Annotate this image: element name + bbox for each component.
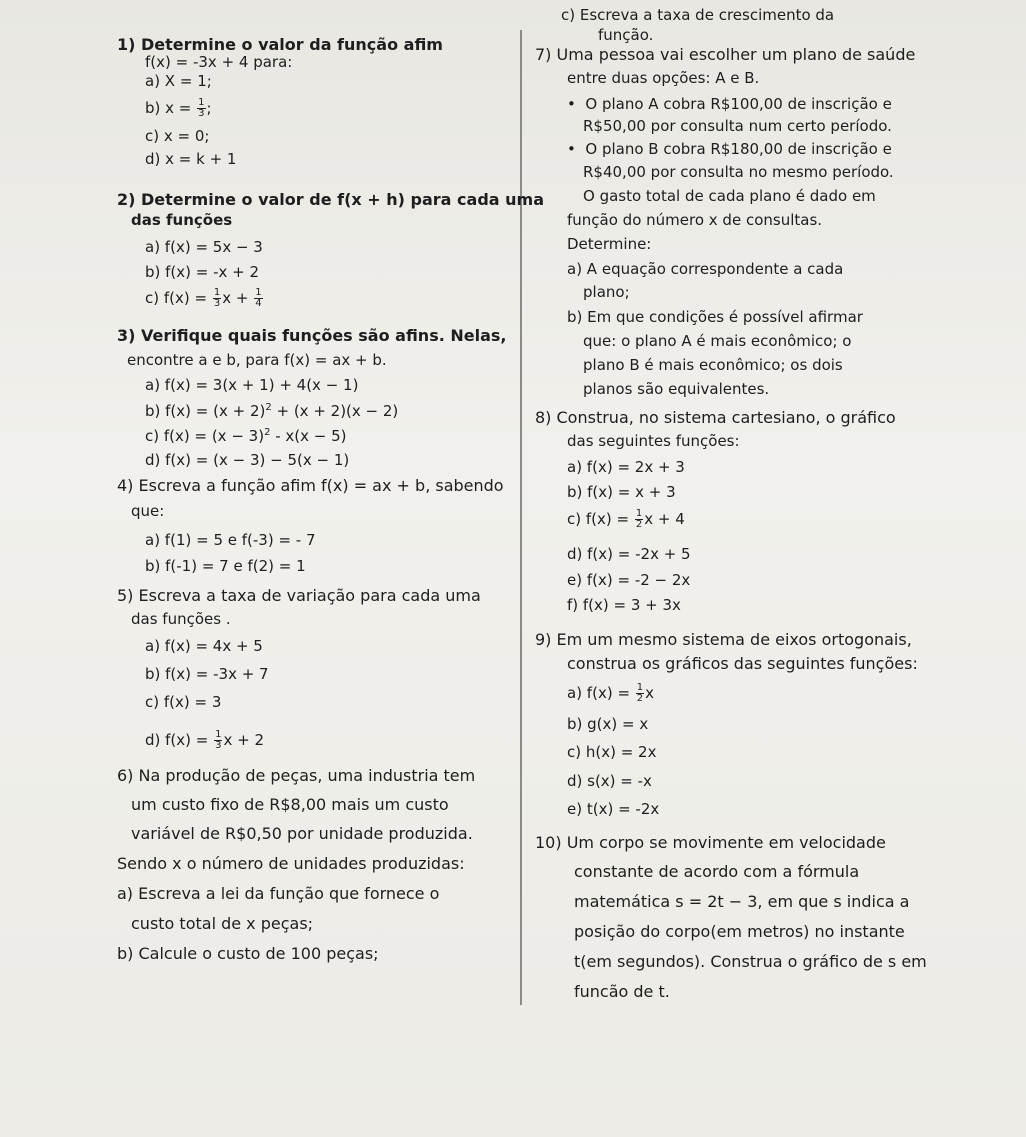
q2-item-a: a) f(x) = 5x − 3 (145, 238, 263, 256)
q4-title: 4) Escreva a função afim f(x) = ax + b, sabendo (117, 476, 504, 495)
q7-para-2: função do número x de consultas. (567, 211, 823, 229)
q7-item-b-2: que: o plano A é mais econômico; o (583, 332, 852, 350)
q7-title: 7) Uma pessoa vai escolher um plano de saúde (535, 45, 916, 64)
q1-item-c: c) x = 0; (145, 127, 210, 145)
q1-item-a: a) X = 1; (145, 72, 212, 90)
q1-function: f(x) = -3x + 4 para: (145, 53, 293, 71)
q9-item-a: a) f(x) = $\frac{1}{2}$ x (567, 682, 655, 704)
q7-item-a-1: a) A equação correspondente a cada (567, 260, 844, 278)
q3-title-2: encontre a e b, para f(x) = ax + b. (127, 351, 387, 369)
q5-item-b: b) f(x) = -3x + 7 (145, 665, 269, 683)
q7-bullet-1b: R$50,00 por consulta num certo período. (583, 117, 892, 135)
q6-item-b: b) Calcule o custo de 100 peças; (117, 944, 379, 963)
q5-item-d: d) f(x) = $\frac{1}{3}$ x + 2 (145, 729, 265, 751)
q6-line-2: um custo fixo de R$8,00 mais um custo (131, 795, 449, 814)
q5-item-a: a) f(x) = 4x + 5 (145, 637, 263, 655)
q6-item-a-1: a) Escreva a lei da função que fornece o (117, 884, 440, 903)
q3-item-a: a) f(x) = 3(x + 1) + 4(x − 1) (145, 376, 359, 394)
q8-item-e: e) f(x) = -2 − 2x (567, 571, 691, 589)
q8-item-c: c) f(x) = $\frac{1}{2}$ x + 4 (567, 508, 685, 530)
q9-title-2: construa os gráficos das seguintes funções: (567, 654, 918, 673)
q5-title: 5) Escreva a taxa de variação para cada uma (117, 586, 481, 605)
q6-line-4: Sendo x o número de unidades produzidas: (117, 854, 465, 873)
q7-item-a-2: plano; (583, 283, 630, 301)
q9-item-c: c) h(x) = 2x (567, 743, 657, 761)
q5-item-c: c) f(x) = 3 (145, 693, 222, 711)
q7-bullet-2b: R$40,00 por consulta no mesmo período. (583, 163, 894, 181)
q7-item-b-1: b) Em que condições é possível afirmar (567, 308, 863, 326)
q3-item-b: b) $f(x) = (x + 2)^2 + (x + 2)(x - 2)$ (145, 402, 399, 420)
q9-item-e: e) t(x) = -2x (567, 800, 660, 818)
q10-line-2: constante de acordo com a fórmula (574, 862, 860, 881)
q7-bullet-1a: • O plano A cobra R$100,00 de inscrição e (567, 95, 892, 113)
q7-para-1: O gasto total de cada plano é dado em (583, 187, 876, 205)
q3-item-c: c) $f(x) = (x - 3)^2 - x(x - 5)$ (145, 427, 347, 445)
q10-line-5: t(em segundos). Construa o gráfico de s em (574, 952, 927, 971)
q7-bullet-2a: • O plano B cobra R$180,00 de inscrição e (567, 140, 892, 158)
q8-title: 8) Construa, no sistema cartesiano, o gráfico (535, 408, 896, 427)
q7-determine: Determine: (567, 235, 652, 253)
q5-title-2: das funções . (131, 610, 231, 628)
q2-item-b: b) f(x) = -x + 2 (145, 263, 260, 281)
q8-item-b: b) f(x) = x + 3 (567, 483, 676, 501)
q4-item-a: a) f(1) = 5 e f(-3) = - 7 (145, 531, 316, 549)
q9-item-d: d) s(x) = -x (567, 772, 652, 790)
q6-item-a-2: custo total de x peças; (131, 914, 314, 933)
q8-title-2: das seguintes funções: (567, 432, 740, 450)
q2-title: 2) Determine o valor de f(x + h) para cada uma (117, 190, 544, 209)
q2-item-c: c) f(x) = $\frac{1}{3}$ x + $\frac{1}{4}$ (145, 287, 262, 309)
q10-line-6: funcão de t. (574, 982, 670, 1001)
q1-title: 1) Determine o valor da função afim (117, 35, 443, 54)
q7-title-2: entre duas opções: A e B. (567, 69, 760, 87)
q9-item-b: b) g(x) = x (567, 715, 649, 733)
q2-title-2: das funções (131, 211, 233, 229)
q6-title: 6) Na produção de peças, uma industria tem (117, 766, 476, 785)
q1-item-d: d) x = k + 1 (145, 150, 237, 168)
q1-item-b: b) x = $\frac{1}{3}$ ; (145, 97, 212, 119)
q5c-line-1: c) Escreva a taxa de crescimento da (561, 6, 835, 24)
q10-line-3: matemática s = 2t − 3, em que s indica a (574, 892, 910, 911)
q6-line-3: variável de R$0,50 por unidade produzida. (131, 824, 473, 843)
q10-line-1: 10) Um corpo se movimente em velocidade (535, 833, 886, 852)
q7-item-b-3: plano B é mais econômico; os dois (583, 356, 843, 374)
q5c-line-2: função. (598, 26, 654, 44)
q3-item-d: d) f(x) = (x − 3) − 5(x − 1) (145, 451, 350, 469)
q4-item-b: b) f(-1) = 7 e f(2) = 1 (145, 557, 306, 575)
q8-item-a: a) f(x) = 2x + 3 (567, 458, 685, 476)
q3-title: 3) Verifique quais funções são afins. Nelas, (117, 326, 507, 345)
q7-item-b-4: planos são equivalentes. (583, 380, 770, 398)
q10-line-4: posição do corpo(em metros) no instante (574, 922, 905, 941)
q8-item-f: f) f(x) = 3 + 3x (567, 596, 681, 614)
q8-item-d: d) f(x) = -2x + 5 (567, 545, 691, 563)
q4-title-2: que: (131, 502, 165, 520)
q9-title: 9) Em um mesmo sistema de eixos ortogonais, (535, 630, 912, 649)
